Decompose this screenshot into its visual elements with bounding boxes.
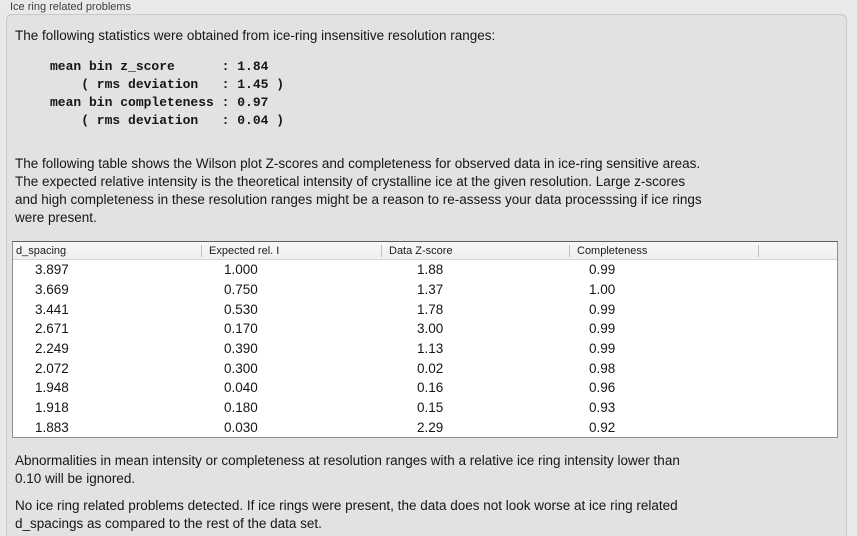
cell-completeness: 0.93 xyxy=(589,400,616,416)
cell-expected-rel-i: 0.750 xyxy=(224,282,258,297)
stats-line: ( rms deviation : 1.45 ) xyxy=(50,77,285,92)
cell-data-z-score: 3.00 xyxy=(417,321,444,337)
cell-d-spacing: 1.948 xyxy=(35,380,69,396)
table-row[interactable] xyxy=(13,260,837,280)
description-line: were present. xyxy=(15,210,97,225)
cell-d-spacing: 1.918 xyxy=(35,400,69,416)
table-description xyxy=(15,155,702,227)
ice-ring-panel xyxy=(6,14,847,536)
description-line: and high completeness in these resolution ranges might be a reason to re-assess your data processsing if ice rings xyxy=(15,192,702,207)
cell-expected-rel-i: 0.170 xyxy=(224,321,258,337)
stats-line: mean bin completeness : 0.97 xyxy=(50,95,269,110)
table-row[interactable] xyxy=(13,378,837,398)
cell-expected-rel-i: 0.530 xyxy=(224,301,258,317)
cell-data-z-score: 1.37 xyxy=(417,282,444,297)
description-line: The expected relative intensity is the theoretical intensity of crystalline ice at the given resolution. Large z-scores xyxy=(15,174,686,189)
cell-expected-rel-i: 0.180 xyxy=(224,400,258,416)
cell-d-spacing: 2.072 xyxy=(35,360,69,376)
stats-line: mean bin z_score : 1.84 xyxy=(50,59,269,74)
cell-data-z-score: 0.02 xyxy=(417,360,444,376)
cell-data-z-score: 1.13 xyxy=(417,341,444,357)
cell-d-spacing: 3.897 xyxy=(35,262,69,278)
cell-expected-rel-i: 0.390 xyxy=(224,341,258,357)
conclusion-line: No ice ring related problems detected. If ice rings were present, the data does not look worse at ice ring related xyxy=(15,498,678,513)
note-line: 0.10 will be ignored. xyxy=(15,471,136,486)
cell-data-z-score: 1.78 xyxy=(417,301,444,317)
conclusion-line: d_spacings as compared to the rest of the data set. xyxy=(15,516,322,531)
col-header-expected-rel-i[interactable]: Expected rel. I xyxy=(202,242,382,259)
table-row[interactable] xyxy=(13,280,837,300)
table-row[interactable] xyxy=(13,398,837,418)
table-body xyxy=(13,260,837,437)
table-row[interactable] xyxy=(13,299,837,319)
cell-completeness: 1.00 xyxy=(589,282,616,297)
description-line: The following table shows the Wilson plot Z-scores and completeness for observed data in ice-ring sensitive areas. xyxy=(15,156,701,171)
cell-data-z-score: 1.88 xyxy=(417,262,444,278)
cell-d-spacing: 2.671 xyxy=(35,321,69,337)
cell-expected-rel-i: 0.040 xyxy=(224,380,258,396)
cell-d-spacing: 2.249 xyxy=(35,341,69,357)
col-header-data-z-score[interactable]: Data Z-score xyxy=(382,242,570,259)
cell-data-z-score: 0.16 xyxy=(417,380,444,396)
intro-text: The following statistics were obtained from ice-ring insensitive resolution ranges: xyxy=(15,28,496,43)
cell-expected-rel-i: 0.300 xyxy=(224,360,258,376)
note-line: Abnormalities in mean intensity or completeness at resolution ranges with a relative ice ring intensity lower than xyxy=(15,453,680,468)
table-row[interactable] xyxy=(13,319,837,339)
ice-ring-table xyxy=(12,241,838,438)
conclusion-text xyxy=(15,497,678,533)
cell-completeness: 0.96 xyxy=(589,380,616,396)
cell-completeness: 0.99 xyxy=(589,321,616,337)
cell-data-z-score: 0.15 xyxy=(417,400,444,416)
cell-completeness: 0.99 xyxy=(589,301,616,317)
cell-completeness: 0.92 xyxy=(589,419,616,435)
col-header-completeness[interactable]: Completeness xyxy=(570,242,759,259)
col-header-d-spacing[interactable]: d_spacing xyxy=(13,242,202,259)
cell-completeness: 0.99 xyxy=(589,341,616,357)
cell-completeness: 0.99 xyxy=(589,262,616,278)
col-header-empty xyxy=(759,242,837,259)
cell-d-spacing: 3.441 xyxy=(35,301,69,317)
table-row[interactable] xyxy=(13,358,837,378)
cell-expected-rel-i: 1.000 xyxy=(224,262,258,278)
panel-title: Ice ring related problems xyxy=(10,1,132,13)
ignore-note xyxy=(15,452,680,488)
cell-d-spacing: 1.883 xyxy=(35,419,69,435)
cell-d-spacing: 3.669 xyxy=(35,282,69,297)
cell-data-z-score: 2.29 xyxy=(417,419,444,435)
cell-expected-rel-i: 0.030 xyxy=(224,419,258,435)
table-row[interactable] xyxy=(13,339,837,359)
table-row[interactable] xyxy=(13,417,837,437)
table-header xyxy=(13,242,837,260)
stats-block xyxy=(50,58,284,130)
cell-completeness: 0.98 xyxy=(589,360,616,376)
stats-line: ( rms deviation : 0.04 ) xyxy=(50,113,285,128)
